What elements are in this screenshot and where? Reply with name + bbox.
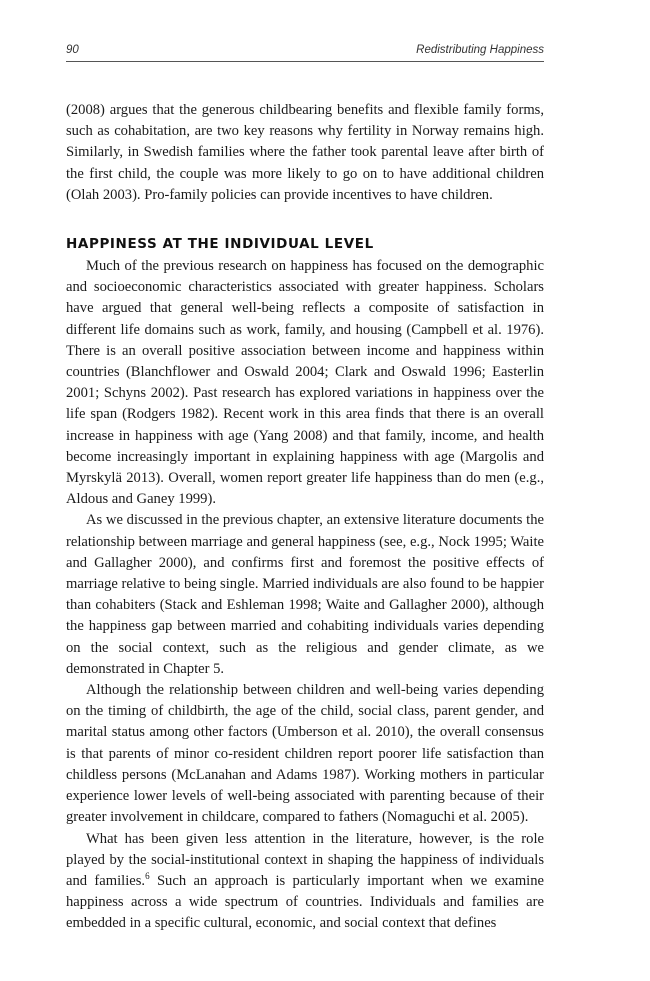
running-title: Redistributing Happiness — [416, 44, 544, 56]
body-paragraph: Much of the previous research on happiness has focused on the demographic and socioeconomic characteristics associated with greater happiness. Scholars have argued that general well-being reflects a composite of satisfaction in different life domains such as work, family, and housing (Campbell et al. 1976). There is an overall positive association between income and happiness within countries (Blanchflower and Oswald 2004; Clark and Oswald 1996; Easterlin 2001; Schyns 2002). Past research has explored variations in happiness over the life span (Rodgers 1982). Recent work in this area finds that there is an overall increase in happiness with age (Yang 2008) and that family, income, and health become increasingly important in explaining happiness with age (Margolis and Myrskylä 2013). Overall, women report greater life happiness than do men (e.g., Aldous and Ganey 1999). — [66, 258, 544, 508]
endnote-marker[interactable]: 6 — [145, 871, 150, 882]
body-paragraph — [66, 829, 544, 935]
page-number: 90 — [66, 44, 79, 56]
running-head — [66, 44, 544, 62]
body-paragraph: (2008) argues that the generous childbearing benefits and flexible family forms, such as cohabitation, are two key reasons why fertility in Norway remains high. Similarly, in Swedish families where the father took parental leave after birth of the first child, the couple was more likely to go on to have additional children (Olah 2003). Pro-family policies can provide incentives to have children. — [66, 102, 544, 203]
paragraph-text: What has been given less attention in the literature, however, is the role played by the social-institutional context in shaping the happiness of individuals and families. — [66, 830, 544, 889]
body-paragraph: As we discussed in the previous chapter, an extensive literature documents the relationship between marriage and general happiness (see, e.g., Nock 1995; Waite and Gallagher 2000), and confirms first and foremost the positive effects of marriage relative to being single. Married individuals are also found to be happier than cohabiters (Stack and Eshleman 1998; Waite and Gallagher 2000), although the happiness gap between married and cohabiting individuals varies depending on the social context, such as the religious and gender climate, as we demonstrated in Chapter 5. — [66, 512, 544, 677]
book-page — [66, 44, 544, 935]
section-heading: HAPPINESS AT THE INDIVIDUAL LEVEL — [66, 236, 374, 253]
paragraph-text: Such an approach is particularly important when we examine happiness across a wide spectrum of countries. Individuals and families are embedded in a specific cultural, economic, and social context that defines — [66, 872, 544, 932]
body-paragraph: Although the relationship between children and well-being varies depending on the timing of childbirth, the age of the child, social class, parent gender, and marital status among other factors (Umberson et al. 2010), the overall consensus is that parents of minor co-resident children report poorer life satisfaction than childless persons (McLanahan and Adams 1987). Working mothers in particular experience lower levels of well-being associated with parenting because of their greater involvement in childcare, compared to fathers (Nomaguchi et al. 2005). — [66, 682, 544, 826]
